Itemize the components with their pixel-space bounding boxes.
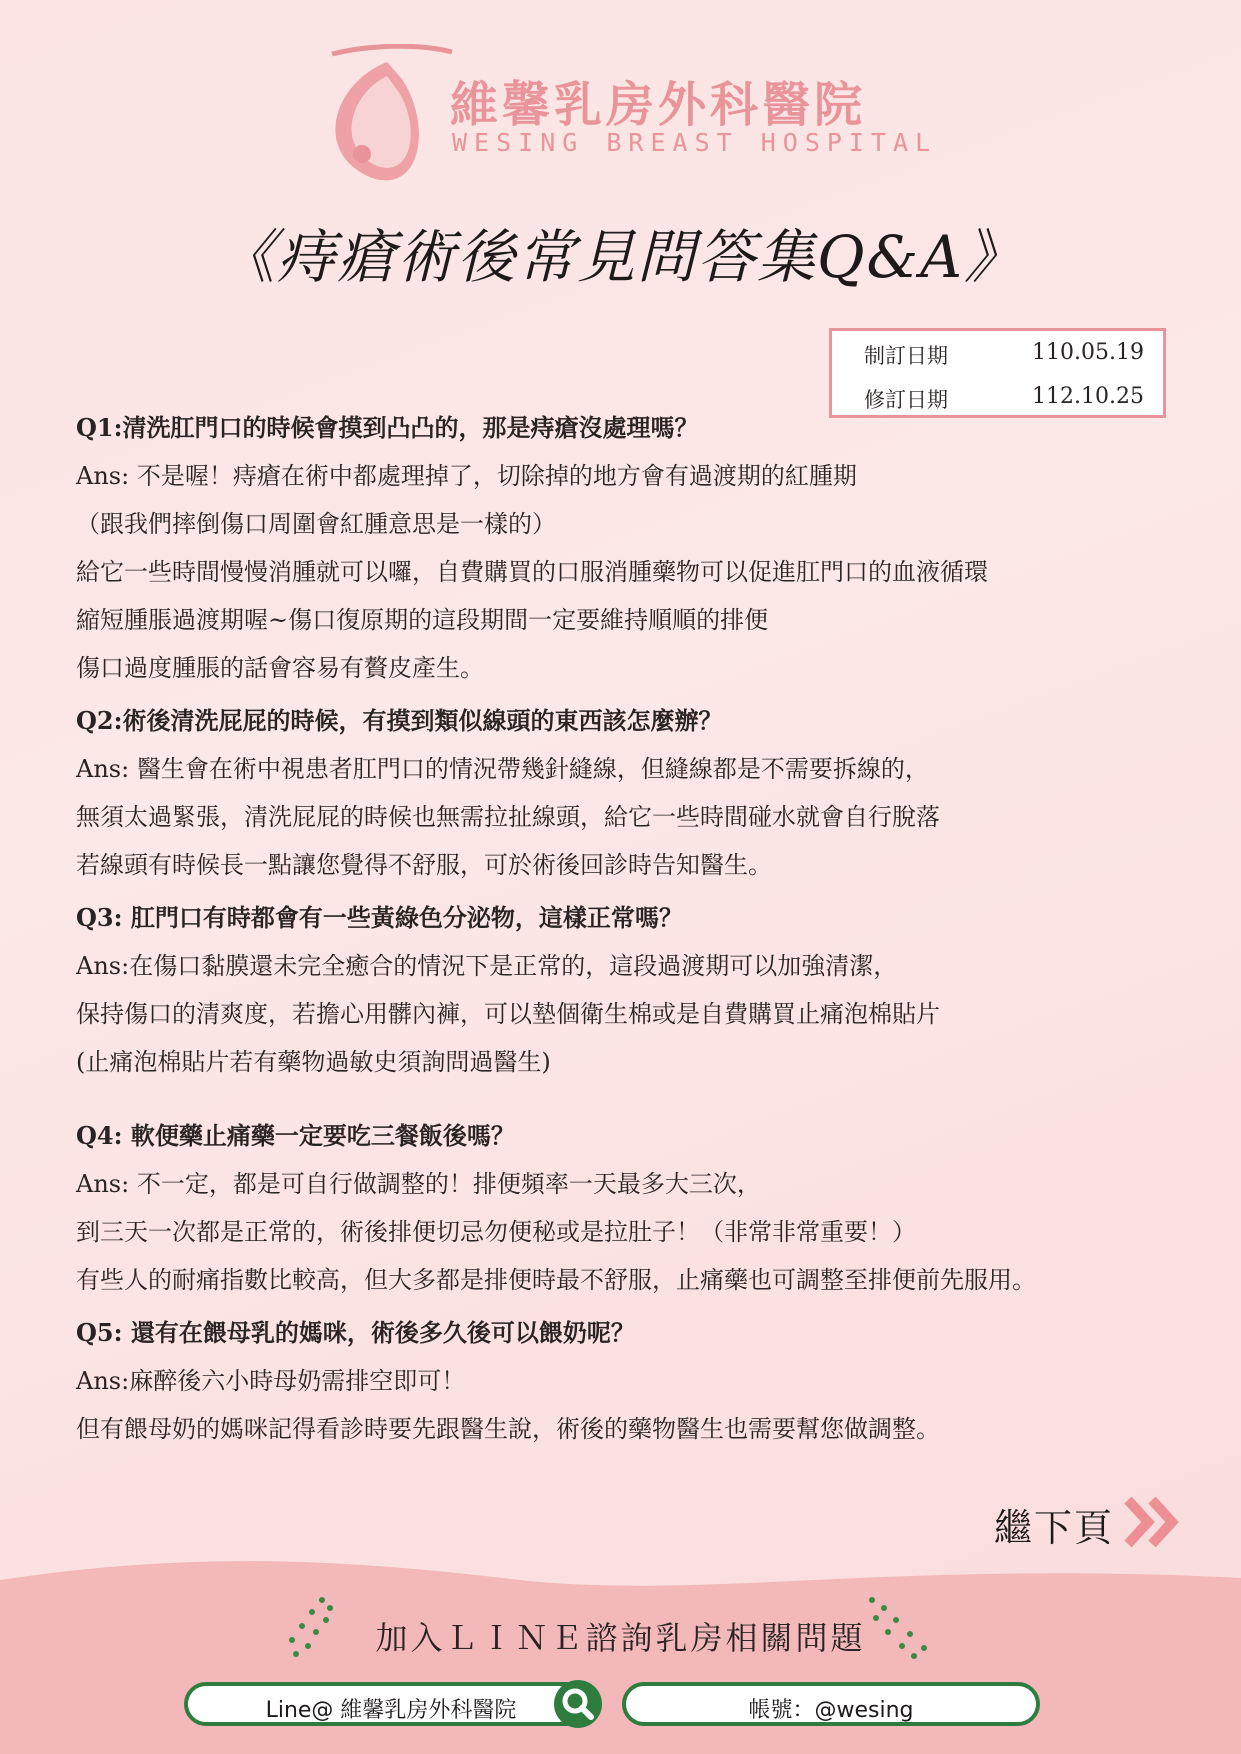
account-id-label: 帳號：@wesing xyxy=(748,1698,914,1723)
answer-line: Ans:麻醉後六小時母奶需排空即可！ xyxy=(76,1367,466,1395)
answer-line: 傷口過度腫脹的話會容易有贅皮產生。 xyxy=(76,654,484,682)
answer-line: 保持傷口的清爽度，若擔心用髒內褲，可以墊個衛生棉或是自費購買止痛泡棉貼片 xyxy=(76,1000,940,1028)
answer-line: 給它一些時間慢慢消腫就可以囉，自費購買的口服消腫藥物可以促進肛門口的血液循環 xyxy=(76,558,988,586)
date-label: 修訂日期 xyxy=(864,388,948,412)
answer-line: Ans: 不一定，都是可自行做調整的！排便頻率一天最多大三次， xyxy=(76,1170,761,1198)
hospital-name-cn: 維馨乳房外科醫院 xyxy=(450,77,867,133)
answer-line: 縮短腫脹過渡期喔~傷口復原期的這段期間一定要維持順順的排便 xyxy=(76,606,769,634)
line-consult-headline: 加入ＬＩＮＥ諮詢乳房相關問題 xyxy=(375,1619,866,1657)
date-value: 110.05.19 xyxy=(1032,340,1144,365)
question-1: Q1:清洗肛門口的時候會摸到凸凸的，那是痔瘡沒處理嗎？ xyxy=(76,413,699,442)
question-4: Q4: 軟便藥止痛藥一定要吃三餐飯後嗎？ xyxy=(76,1121,515,1150)
question-2: Q2:術後清洗屁屁的時候，有摸到類似線頭的東西該怎麼辦？ xyxy=(76,706,723,735)
question-3: Q3: 肛門口有時都會有一些黃綠色分泌物，這樣正常嗎？ xyxy=(76,903,683,932)
line-account-search-field[interactable] xyxy=(184,1682,598,1726)
search-button[interactable] xyxy=(554,1680,602,1728)
answer-line: (止痛泡棉貼片若有藥物過敏史須詢問過醫生) xyxy=(76,1048,551,1076)
date-value: 112.10.25 xyxy=(1032,384,1144,409)
answer-line: 若線頭有時候長一點讓您覺得不舒服，可於術後回診時告知醫生。 xyxy=(76,851,772,879)
hospital-logo-icon xyxy=(312,44,462,184)
page-title: 《痔瘡術後常見問答集Q&A》 xyxy=(216,223,1025,291)
answer-line: （跟我們摔倒傷口周圍會紅腫意思是一樣的） xyxy=(76,510,556,538)
answer-line: 到三天一次都是正常的，術後排便切忌勿便秘或是拉肚子！（非常非常重要！） xyxy=(76,1218,916,1246)
question-5: Q5: 還有在餵母乳的媽咪，術後多久後可以餵奶呢？ xyxy=(76,1318,635,1347)
answer-line: Ans:在傷口黏膜還未完全癒合的情況下是正常的，這段過渡期可以加強清潔， xyxy=(76,952,898,980)
search-icon xyxy=(554,1680,602,1728)
continue-next-page-label[interactable]: 繼下頁 xyxy=(994,1506,1115,1550)
answer-line: 但有餵母奶的媽咪記得看診時要先跟醫生說，術後的藥物醫生也需要幫您做調整。 xyxy=(76,1415,940,1443)
answer-line: 無須太過緊張，清洗屁屁的時候也無需拉扯線頭，給它一些時間碰水就會自行脫落 xyxy=(76,803,940,831)
answer-line: Ans: 醫生會在術中視患者肛門口的情況帶幾針縫線，但縫線都是不需要拆線的， xyxy=(76,755,929,783)
account-id-field[interactable] xyxy=(622,1682,1040,1726)
date-label: 制訂日期 xyxy=(864,344,948,368)
qa-list xyxy=(76,404,1196,1453)
answer-line: Ans: 不是喔！痔瘡在術中都處理掉了，切除掉的地方會有過渡期的紅腫期 xyxy=(76,462,857,490)
answer-line: 有些人的耐痛指數比較高，但大多都是排便時最不舒服，止痛藥也可調整至排便前先服用。 xyxy=(76,1266,1036,1294)
hospital-name-en: WESING BREAST HOSPITAL xyxy=(452,128,938,157)
line-account-label: Line@ 維馨乳房外科醫院 xyxy=(265,1698,517,1723)
date-row-established xyxy=(832,331,1163,375)
